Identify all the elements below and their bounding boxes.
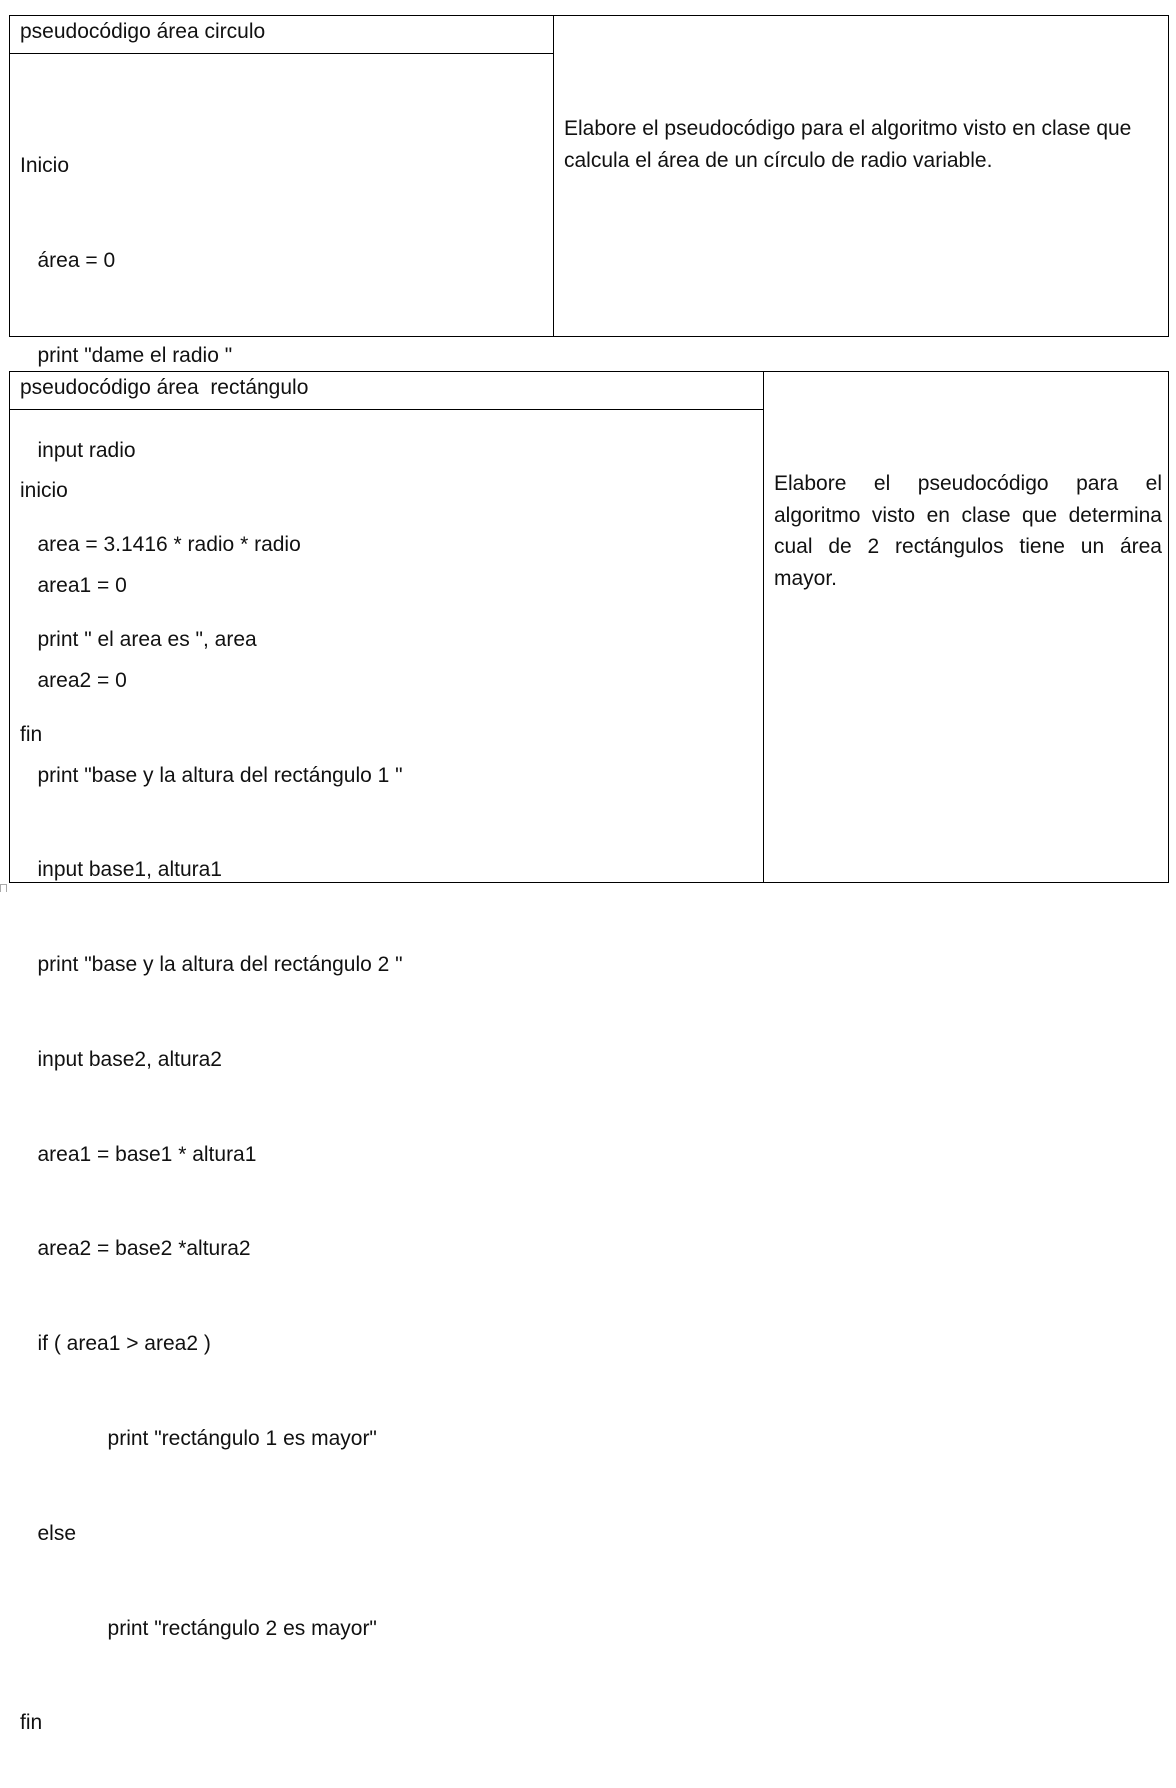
- circle-area-title: pseudocódigo área circulo: [20, 20, 266, 43]
- code-line: input base2, altura2: [20, 1047, 222, 1071]
- column-divider: [763, 372, 764, 882]
- rectangle-area-code: [20, 412, 403, 1788]
- code-line: print "dame el radio ": [20, 343, 233, 367]
- code-line: print "base y la altura del rectángulo 1 ": [20, 763, 403, 787]
- code-line: if ( area1 > area2 ): [20, 1332, 211, 1356]
- rectangle-area-table: [9, 371, 1169, 1735]
- code-line: Inicio: [20, 154, 70, 178]
- code-line: inicio: [20, 479, 68, 503]
- code-line: print "rectángulo 2 es mayor": [20, 1616, 377, 1640]
- code-line: area1 = base1 * altura1: [20, 1142, 257, 1166]
- column-divider: [553, 16, 554, 336]
- circle-area-description: Elabore el pseudocódigo para el algoritmo visto en clase que calcula el área de un círculo de radio variable.: [564, 117, 1132, 172]
- title-divider: [10, 409, 764, 410]
- code-line: else: [20, 1521, 77, 1545]
- code-line: print "base y la altura del rectángulo 2 ": [20, 953, 403, 977]
- page-corner-marker: [0, 884, 7, 892]
- code-line: area2 = base2 *altura2: [20, 1237, 251, 1261]
- code-line: area1 = 0: [20, 573, 127, 597]
- code-line: area = 3.1416 * radio * radio: [20, 533, 301, 557]
- code-line: input radio: [20, 438, 136, 462]
- code-line: area2 = 0: [20, 668, 127, 692]
- code-line: print " el area es ", area: [20, 628, 257, 652]
- rectangle-area-title: pseudocódigo área rectángulo: [20, 376, 309, 399]
- code-line: fin: [20, 1711, 43, 1735]
- code-line: print "rectángulo 1 es mayor": [20, 1427, 377, 1450]
- code-line: área = 0: [20, 248, 116, 272]
- code-line: input base1, altura1: [20, 858, 222, 882]
- code-line: fin: [20, 722, 43, 746]
- title-divider: [10, 53, 554, 54]
- rectangle-area-description: Elabore el pseudocódigo para el algoritmo visto en clase que determina cual de 2 rectángulos tiene un área mayor.: [774, 472, 1162, 590]
